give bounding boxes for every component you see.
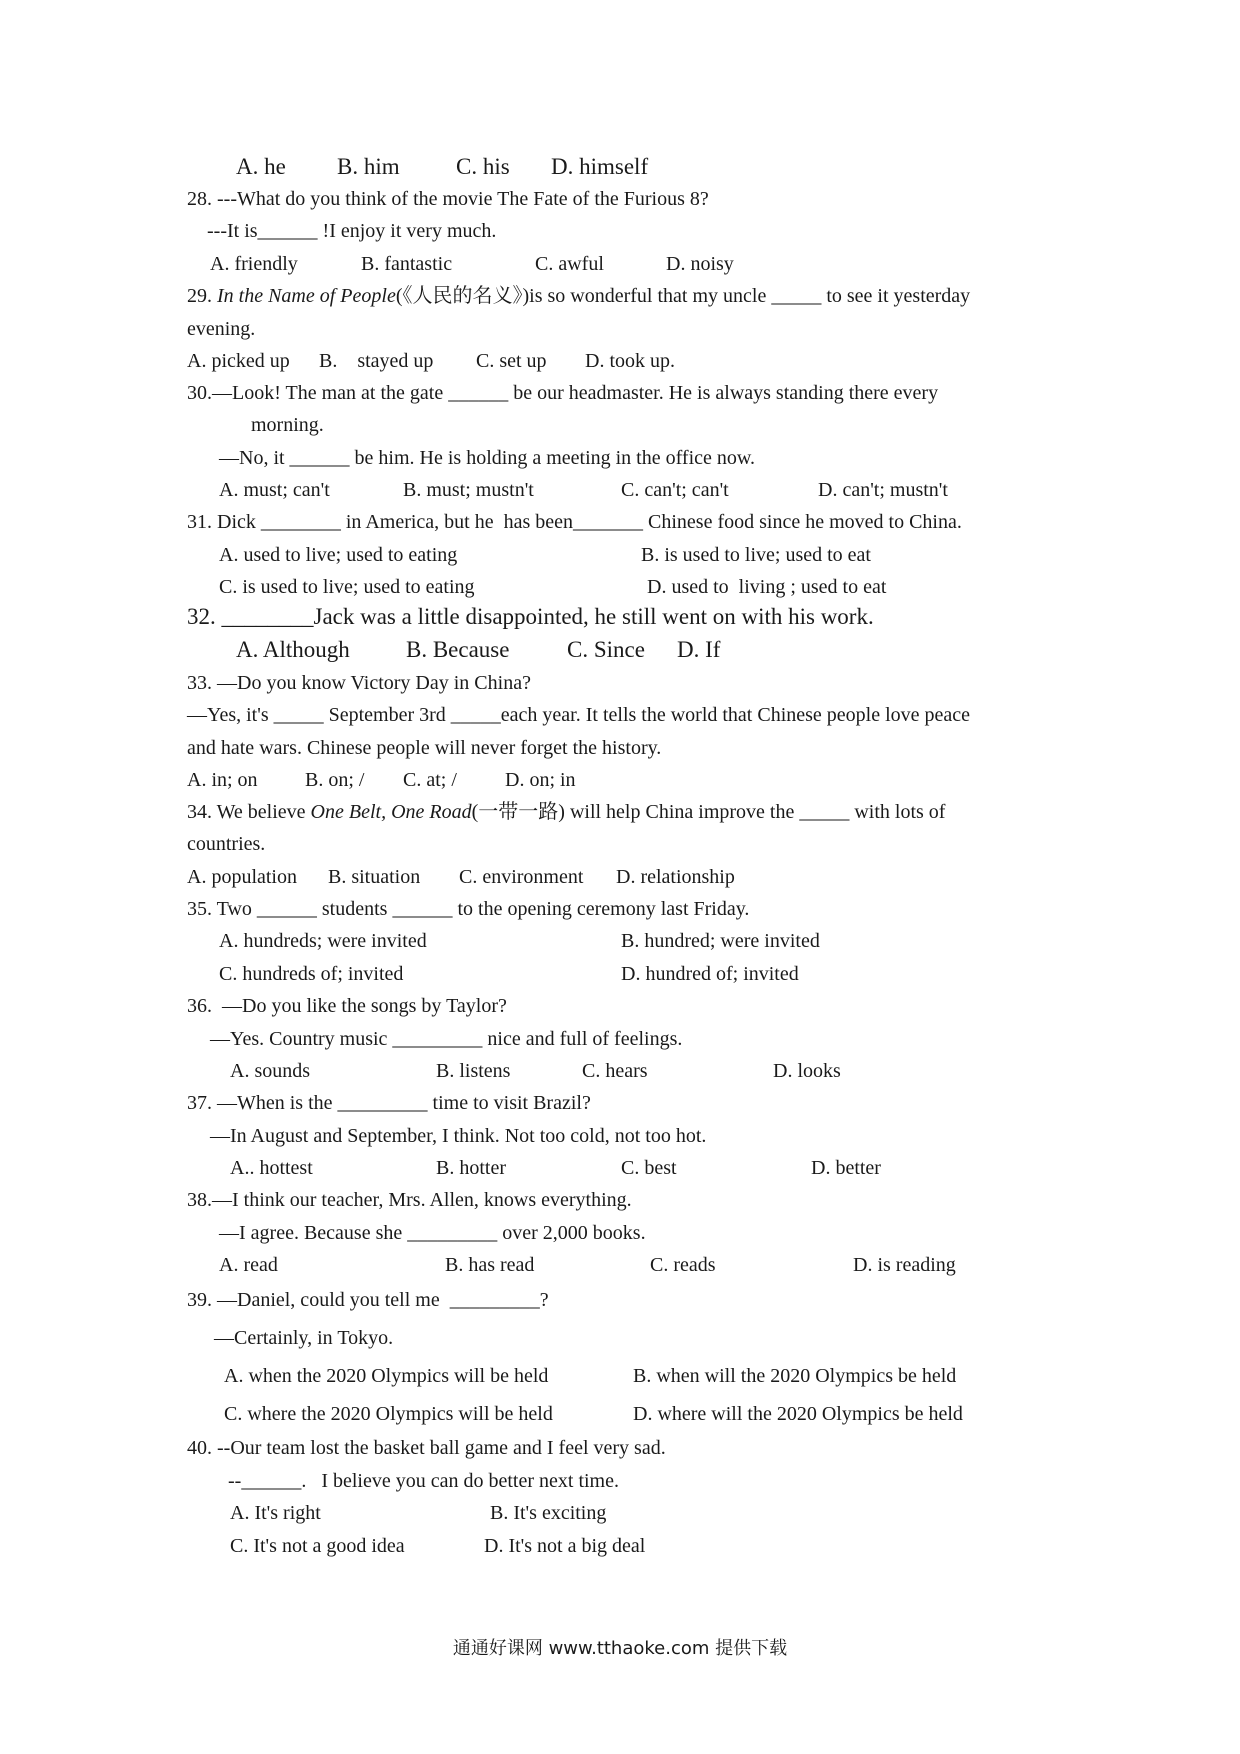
q29-stem-rest: (《人民的名义》)is so wonderful that my uncle _____ to see it yesterday (395, 285, 971, 307)
q40-stem: 40. --Our team lost the basket ball game and I feel very sad. (187, 1437, 666, 1459)
q29-option-c: C. set up (476, 350, 547, 372)
q34-stem-line2: countries. (187, 833, 266, 855)
q38-option-d: D. is reading (853, 1254, 956, 1276)
q31-option-a: A. used to live; used to eating (219, 544, 458, 566)
q40-reply: --______. I believe you can do better next time. (228, 1470, 619, 1492)
q33-stem: 33. —Do you know Victory Day in China? (187, 672, 531, 694)
q36-option-b: B. listens (436, 1060, 511, 1082)
q29-stem-line2: evening. (187, 318, 256, 340)
q35-option-d: D. hundred of; invited (621, 963, 799, 985)
q35-option-a: A. hundreds; were invited (219, 930, 427, 952)
q33-reply: —Yes, it's _____ September 3rd _____each year. It tells the world that Chinese people love peace (187, 704, 971, 726)
q30-stem: 30.—Look! The man at the gate ______ be our headmaster. He is always standing there every (187, 382, 939, 404)
q29-title: In the Name of People (217, 285, 396, 307)
q38-option-b: B. has read (445, 1254, 535, 1276)
q37-reply: —In August and September, I think. Not too cold, not too hot. (210, 1125, 707, 1147)
q28-option-b: B. fantastic (361, 253, 453, 275)
q34-option-c: C. environment (459, 866, 584, 888)
q27-option-c: C. his (456, 154, 510, 179)
q28-option-c: C. awful (535, 253, 604, 275)
q27-option-a: A. he (236, 154, 286, 179)
q34-option-a: A. population (187, 866, 297, 888)
q39-reply: —Certainly, in Tokyo. (214, 1327, 394, 1349)
q36-option-c: C. hears (582, 1060, 648, 1082)
q30-stem-line2: morning. (251, 414, 324, 436)
q36-option-d: D. looks (773, 1060, 841, 1082)
q30-option-a: A. must; can't (219, 479, 330, 501)
q32-option-c: C. Since (567, 637, 645, 662)
q38-option-a: A. read (219, 1254, 278, 1276)
q37-option-a: A.. hottest (230, 1157, 313, 1179)
q27-option-d: D. himself (551, 154, 649, 179)
q31-option-b: B. is used to live; used to eat (641, 544, 871, 566)
q39-option-b: B. when will the 2020 Olympics be held (633, 1365, 957, 1387)
q40-option-b: B. It's exciting (490, 1502, 607, 1524)
q34-option-b: B. situation (328, 866, 421, 888)
q34-stem-rest: (一带一路) will help China improve the _____ with lots of (471, 801, 946, 823)
q32-option-d: D. If (677, 637, 721, 662)
q33-option-d: D. on; in (505, 769, 576, 791)
q31-stem: 31. Dick ________ in America, but he has been_______ Chinese food since he moved to China. (187, 511, 962, 533)
q35-option-b: B. hundred; were invited (621, 930, 820, 952)
q34-option-d: D. relationship (616, 866, 735, 888)
q33-option-c: C. at; / (403, 769, 457, 791)
q28-option-a: A. friendly (210, 253, 298, 275)
q40-option-d: D. It's not a big deal (484, 1535, 646, 1557)
q37-stem: 37. —When is the _________ time to visit Brazil? (187, 1092, 591, 1114)
q39-option-a: A. when the 2020 Olympics will be held (224, 1365, 549, 1387)
q29-stem (187, 284, 970, 308)
q33-option-a: A. in; on (187, 769, 258, 791)
q29-number: 29. (187, 285, 217, 307)
q39-option-c: C. where the 2020 Olympics will be held (224, 1403, 553, 1425)
q36-option-a: A. sounds (230, 1060, 311, 1082)
q29-option-a: A. picked up (187, 350, 290, 372)
q27-option-b: B. him (337, 154, 400, 179)
q37-option-c: C. best (621, 1157, 677, 1179)
q36-reply: —Yes. Country music _________ nice and full of feelings. (210, 1028, 683, 1050)
q40-option-a: A. It's right (230, 1502, 321, 1524)
q36-stem: 36. —Do you like the songs by Taylor? (187, 995, 507, 1017)
q30-option-b: B. must; mustn't (403, 479, 534, 501)
q37-option-b: B. hotter (436, 1157, 506, 1179)
q30-option-c: C. can't; can't (621, 479, 729, 501)
q31-option-d: D. used to living ; used to eat (647, 576, 887, 598)
q32-option-b: B. Because (406, 637, 510, 662)
q33-option-b: B. on; / (305, 769, 365, 791)
q32-stem: 32. ________Jack was a little disappointed, he still went on with his work. (187, 604, 874, 629)
q29-option-d: D. took up. (585, 350, 675, 372)
q29-option-b: B. stayed up (319, 350, 434, 372)
q34-title: One Belt, One Road (310, 801, 472, 823)
q38-reply: —I agree. Because she _________ over 2,000 books. (219, 1222, 646, 1244)
q38-stem: 38.—I think our teacher, Mrs. Allen, knows everything. (187, 1189, 632, 1211)
q39-option-d: D. where will the 2020 Olympics be held (633, 1403, 963, 1425)
q32-option-a: A. Although (236, 637, 350, 662)
q35-stem: 35. Two ______ students ______ to the opening ceremony last Friday. (187, 898, 750, 920)
q35-option-c: C. hundreds of; invited (219, 963, 404, 985)
q38-option-c: C. reads (650, 1254, 716, 1276)
q28-reply: ---It is______ !I enjoy it very much. (207, 220, 497, 242)
q39-stem: 39. —Daniel, could you tell me _________? (187, 1289, 549, 1311)
q30-option-d: D. can't; mustn't (818, 479, 948, 501)
q37-option-d: D. better (811, 1157, 881, 1179)
page-footer: 通通好课网 www.tthaoke.com 提供下载 (452, 1638, 788, 1659)
q30-reply: —No, it ______ be him. He is holding a meeting in the office now. (219, 447, 756, 469)
q40-option-c: C. It's not a good idea (230, 1535, 405, 1557)
q28-option-d: D. noisy (666, 253, 734, 275)
q34-number: 34. We believe (187, 801, 311, 823)
q33-reply-line2: and hate wars. Chinese people will never forget the history. (187, 737, 662, 759)
q34-stem (187, 800, 945, 824)
q28-stem: 28. ---What do you think of the movie The Fate of the Furious 8? (187, 188, 709, 210)
q31-option-c: C. is used to live; used to eating (219, 576, 475, 598)
